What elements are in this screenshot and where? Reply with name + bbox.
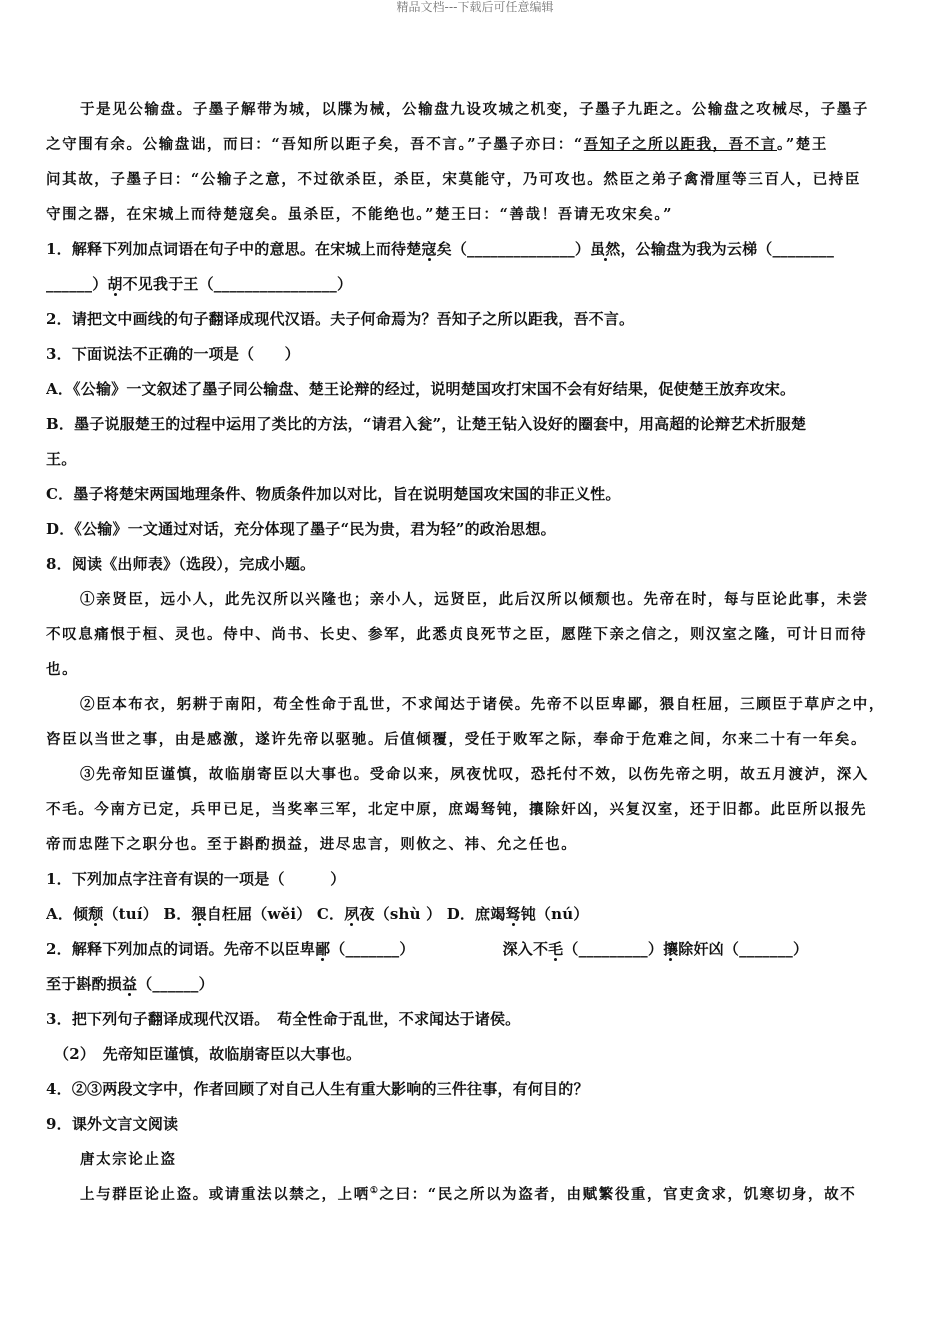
passage-line: 也。	[46, 661, 79, 678]
option-a: A．《公输》一文叙述了墨子同公输盘、楚王论辩的经过，说明楚国攻打宋国不会有好结果，促使楚王放弃攻宋。	[46, 380, 796, 398]
passage-line: 咨臣以当世之事，由是感激，遂许先帝以驱驰。后值倾覆，受任于败军之际，奉命于危难之间，尔来二十有一年矣。	[46, 731, 868, 748]
dotted-word: 毛	[548, 940, 564, 958]
sub-question-3: 3．把下列句子翻译成现代汉语。 苟全性命于乱世，不求闻达于诸侯。	[46, 1010, 521, 1028]
passage-line: 不叹息痛恨于桓、灵也。侍中、尚书、长史、参军，此悉贞良死节之臣，愿陛下亲之信之，则汉室之隆，可计日而待	[46, 626, 868, 643]
underlined-sentence: 吾知子之所以距我，吾不言	[583, 136, 777, 153]
dotted-word: 胡	[107, 275, 123, 293]
dotted-word: 夙	[344, 905, 360, 923]
dotted-word: 寇	[421, 240, 437, 258]
passage-line: 守围之器，在宋城上而待楚寇矣。虽杀臣，不能绝也。”楚王曰：“善哉！吾请无攻宋矣。”	[46, 206, 674, 223]
question-8: 8．阅读《出师表》（选段），完成小题。	[46, 555, 316, 573]
sub-question-3-part-2: （2） 先帝知臣谨慎，故临崩寄臣以大事也。	[54, 1045, 362, 1063]
question-1: 1．解释下列加点词语在句子中的意思。在宋城上而待楚寇矣（______________）虽然，公输盘为我为云梯（________	[46, 240, 835, 258]
document-body	[46, 92, 904, 1212]
sub-question-1: 1．下列加点字注音有误的一项是（ ）	[46, 870, 346, 888]
dotted-word: 猥	[191, 905, 207, 923]
passage-line: ②臣本布衣，躬耕于南阳，苟全性命于乱世，不求闻达于诸侯。先帝不以臣卑鄙，猥自枉屈，三顾臣于草庐之中，	[80, 696, 885, 713]
question-2: 2．请把文中画线的句子翻译成现代汉语。夫子何命焉为？吾知子之所以距我，吾不言。	[46, 310, 635, 328]
passage-line: ①亲贤臣，远小人，此先汉所以兴隆也；亲小人，远贤臣，此后汉所以倾颓也。先帝在时，每与臣论此事，未尝	[80, 591, 869, 608]
passage-line: 于是见公输盘。子墨子解带为城，以牒为械，公输盘九设攻城之机变，子墨子九距之。公输盘之攻械尽，子墨子	[80, 101, 869, 118]
passage-line: 帝而忠陛下之职分也。至于斟酌损益，进尽忠言，则攸之、祎、允之任也。	[46, 836, 578, 853]
footnote-marker: ①	[369, 1186, 380, 1197]
option-b-cont: 王。	[46, 450, 77, 468]
sub-question-2: 2．解释下列加点的词语。先帝不以臣卑鄙（_______） 深入不毛（_________）攘除奸凶（_______）	[46, 940, 809, 958]
dotted-word: 驽	[505, 905, 521, 923]
option-d: D．《公输》一文通过对话，充分体现了墨子“民为贵，君为轻”的政治思想。	[46, 520, 556, 538]
option-b: B．墨子说服楚王的过程中运用了类比的方法，“请君入瓮”，让楚王钻入设好的圈套中，用高超的论辩艺术折服楚	[46, 415, 807, 433]
passage-line: 不毛。今南方已定，兵甲已足，当奖率三军，北定中原，庶竭驽钝，攘除奸凶，兴复汉室，还于旧都。此臣所以报先	[46, 801, 868, 818]
dotted-word: 攘	[663, 940, 679, 958]
question-9: 9．课外文言文阅读	[46, 1115, 179, 1133]
option-c: C．墨子将楚宋两国地理条件、物质条件加以对比，旨在说明楚国攻宋国的非正义性。	[46, 485, 621, 503]
sub-question-1-options: A．倾颓（tuí） B．猥自枉屈（wěi） C．夙夜（shù ） D．庶竭驽钝（nú）	[46, 905, 589, 923]
passage-line: 之守围有余。公输盘诎，而曰：“吾知所以距子矣，吾不言。”子墨子亦曰：“吾知子之所以距我，吾不言。”楚王	[46, 136, 828, 153]
passage-line: 问其故，子墨子曰：“公输子之意，不过欲杀臣，杀臣，宋莫能守，乃可攻也。然臣之弟子禽滑厘等三百人，已持臣	[46, 171, 861, 188]
question-3: 3．下面说法不正确的一项是（ ）	[46, 345, 300, 363]
dotted-word: 益	[122, 975, 138, 993]
sub-question-4: 4．②③两段文字中，作者回顾了对自己人生有重大影响的三件往事，有何目的？	[46, 1080, 589, 1098]
dotted-word: 虽然	[590, 240, 621, 258]
dotted-word: 鄙	[315, 940, 331, 958]
passage-title: 唐太宗论止盗	[80, 1151, 177, 1168]
question-1-cont: ______）胡不见我于王（________________）	[46, 275, 353, 293]
sub-question-2-cont: 至于斟酌损益（______）	[46, 975, 214, 993]
passage-line: 上与群臣论止盗。或请重法以禁之，上哂①之曰：“民之所以为盗者，由赋繁役重，官吏贪求，饥寒切身，故不	[80, 1186, 857, 1203]
dotted-word: 颓	[88, 905, 104, 923]
passage-line: ③先帝知臣谨慎，故临崩寄臣以大事也。受命以来，夙夜忧叹，恐托付不效，以伤先帝之明，故五月渡泸，深入	[80, 766, 869, 783]
page-header: 精品文档---下载后可任意编辑	[396, 0, 554, 14]
